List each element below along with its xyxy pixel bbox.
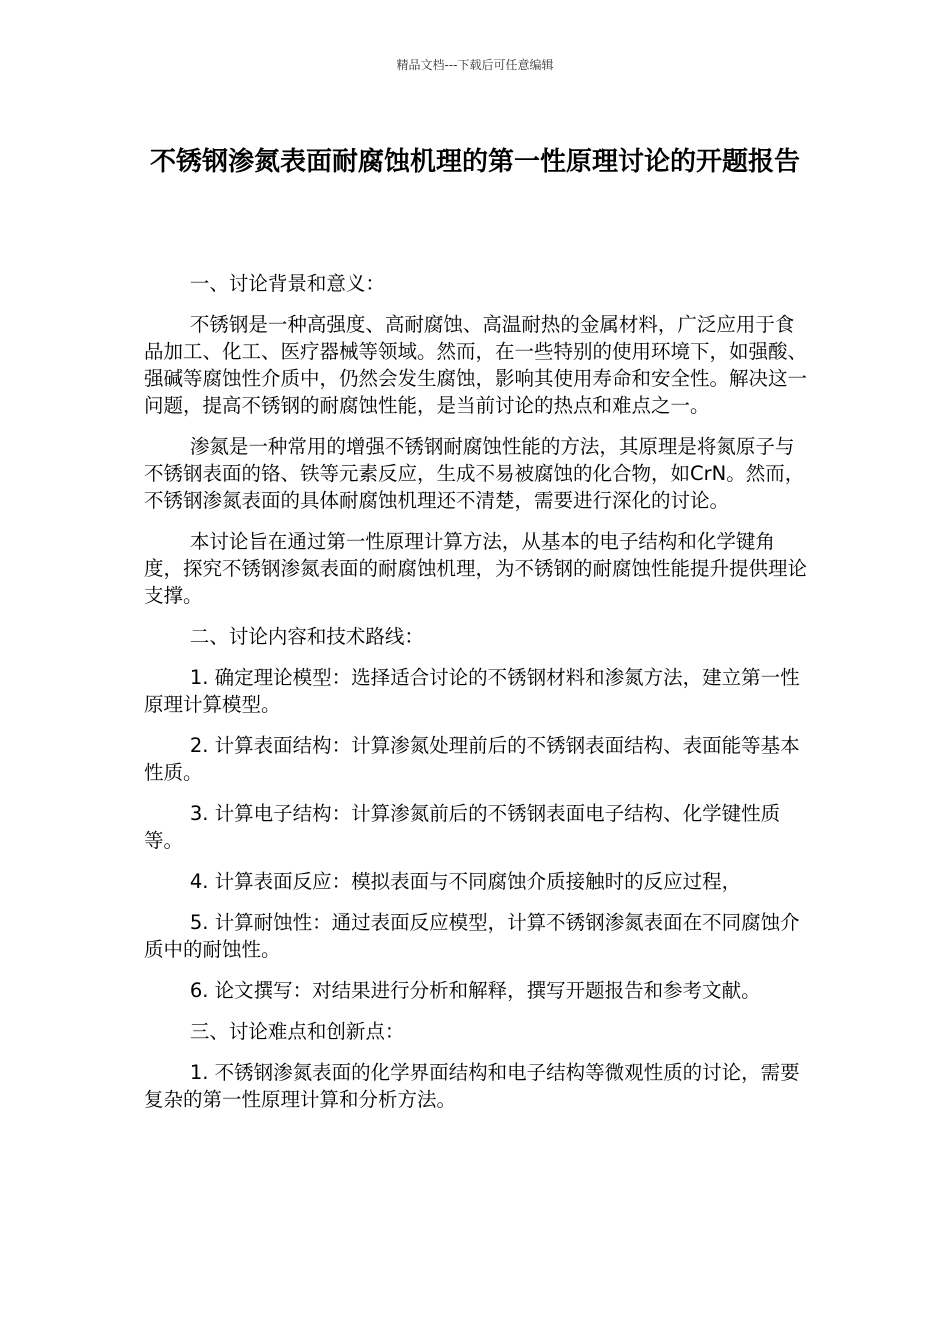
section-heading-background: 一、讨论背景和意义：	[189, 272, 385, 295]
paragraph: 本讨论旨在通过第一性原理计算方法，从基本的电子结构和化学键角度，探究不锈钢渗氮表面的耐腐蚀机理，为不锈钢的耐腐蚀性能提升提供理论支撑。	[144, 530, 808, 607]
list-item: 2. 计算表面结构：计算渗氮处理前后的不锈钢表面结构、表面能等基本性质。	[144, 734, 800, 784]
document-title: 不锈钢渗氮表面耐腐蚀机理的第一性原理讨论的开题报告	[149, 147, 800, 177]
list-item: 1. 确定理论模型：选择适合讨论的不锈钢材料和渗氮方法，建立第一性原理计算模型。	[144, 666, 800, 716]
list-item: 4. 计算表面反应：模拟表面与不同腐蚀介质接触时的反应过程，	[189, 870, 742, 893]
paragraph: 渗氮是一种常用的增强不锈钢耐腐蚀性能的方法，其原理是将氮原子与不锈钢表面的铬、铁等元素反应，生成不易被腐蚀的化合物，如CrN。然而，不锈钢渗氮表面的具体耐腐蚀机理还不清楚，需要进行深化的讨论。	[144, 435, 805, 512]
list-item: 5. 计算耐蚀性：通过表面反应模型，计算不锈钢渗氮表面在不同腐蚀介质中的耐蚀性。	[144, 911, 800, 961]
paragraph: 不锈钢是一种高强度、高耐腐蚀、高温耐热的金属材料，广泛应用于食品加工、化工、医疗器械等领域。然而，在一些特别的使用环境下，如强酸、强碱等腐蚀性介质中，仍然会发生腐蚀，影响其使用寿命和安全性。解决这一问题，提高不锈钢的耐腐蚀性能，是当前讨论的热点和难点之一。	[144, 313, 808, 417]
section-heading-content: 二、讨论内容和技术路线：	[189, 625, 424, 648]
section-heading-difficulties: 三、讨论难点和创新点：	[189, 1020, 405, 1043]
document-body	[144, 270, 810, 1127]
list-item: 1. 不锈钢渗氮表面的化学界面结构和电子结构等微观性质的讨论，需要复杂的第一性原理计算和分析方法。	[144, 1061, 800, 1111]
list-item: 3. 计算电子结构：计算渗氮前后的不锈钢表面电子结构、化学键性质等。	[144, 802, 781, 852]
header-note: 精品文档---下载后可任意编辑	[396, 58, 554, 72]
list-item: 6. 论文撰写：对结果进行分析和解释，撰写开题报告和参考文献。	[189, 979, 761, 1002]
